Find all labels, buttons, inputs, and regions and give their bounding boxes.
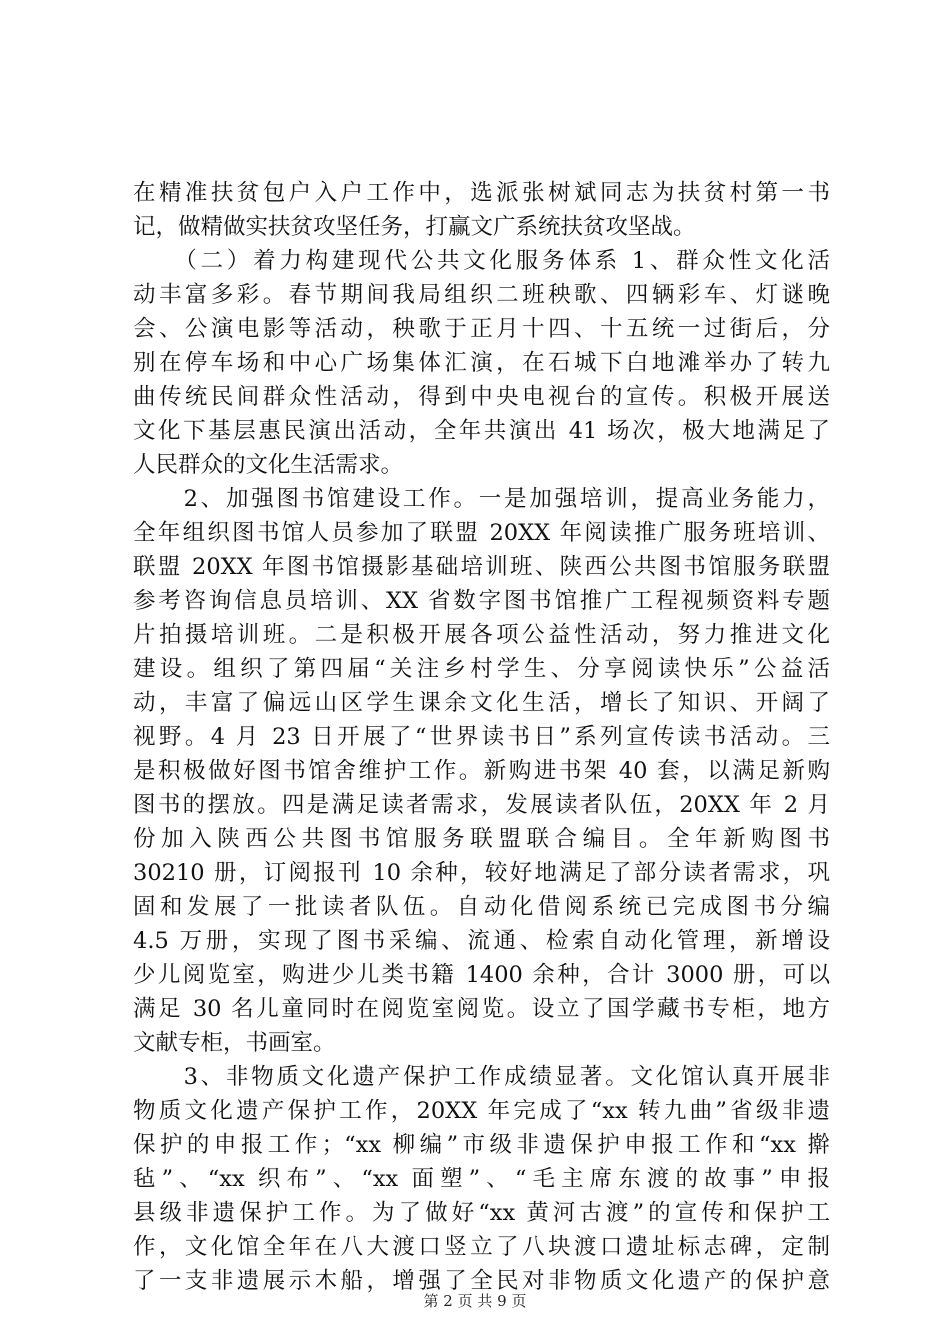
- text-line: 曲传统民间群众性活动，得到中央电视台的宣传。积极开展送: [133, 384, 830, 410]
- text-line: 县级非遗保护工作。为了做好“xx 黄河古渡”的宣传和保护工: [133, 1200, 830, 1226]
- text-line: 图书的摆放。四是满足读者需求，发展读者队伍，20XX 年 2 月: [133, 792, 830, 818]
- page-footer: 第 2 页 共 9 页: [423, 1292, 527, 1310]
- text-line: 片拍摄培训班。二是积极开展各项公益性活动，努力推进文化: [133, 622, 830, 648]
- text-line: 作，文化馆全年在八大渡口竖立了八块渡口遗址标志碑，定制: [133, 1234, 830, 1260]
- text-line: 是积极做好图书馆舍维护工作。新购进书架 40 套，以满足新购: [133, 758, 830, 784]
- text-line: 3、非物质文化遗产保护工作成绩显著。文化馆认真开展非: [133, 1064, 830, 1090]
- text-line: 了一支非遗展示木船，增强了全民对非物质文化遗产的保护意: [133, 1268, 830, 1294]
- text-line: 毡”、“xx 织布”、“xx 面塑”、“毛主席东渡的故事”申报: [133, 1166, 830, 1192]
- text-line: 固和发展了一批读者队伍。自动化借阅系统已完成图书分编: [133, 894, 830, 920]
- text-line: 别在停车场和中心广场集体汇演，在石城下白地滩举办了转九: [133, 350, 830, 376]
- text-line: 2、加强图书馆建设工作。一是加强培训，提高业务能力，: [133, 486, 830, 512]
- text-line: 份加入陕西公共图书馆服务联盟联合编目。全年新购图书: [133, 826, 830, 852]
- text-line: 少儿阅览室，购进少儿类书籍 1400 余种，合计 3000 册，可以: [133, 962, 830, 988]
- text-line: 满足 30 名儿童同时在阅览室阅览。设立了国学藏书专柜，地方: [133, 996, 830, 1022]
- text-line: 保护的申报工作；“xx 柳编”市级非遗保护申报工作和“xx 擀: [133, 1132, 830, 1158]
- text-line: 记，做精做实扶贫攻坚任务，打赢文广系统扶贫攻坚战。: [133, 214, 696, 240]
- text-line: 视野。4 月 23 日开展了“世界读书日”系列宣传读书活动。三: [133, 724, 830, 750]
- text-line: 文献专柜，书画室。: [133, 1030, 336, 1056]
- text-line: 联盟 20XX 年图书馆摄影基础培训班、陕西公共图书馆服务联盟: [133, 554, 830, 580]
- text-line: 全年组织图书馆人员参加了联盟 20XX 年阅读推广服务班培训、: [133, 520, 830, 546]
- text-line: 会、公演电影等活动，秧歌于正月十四、十五统一过街后，分: [133, 316, 830, 342]
- text-line: 参考咨询信息员培训、XX 省数字图书馆推广工程视频资料专题: [133, 588, 830, 614]
- text-line: 4.5 万册，实现了图书采编、流通、检索自动化管理，新增设: [133, 928, 830, 954]
- text-line: 文化下基层惠民演出活动，全年共演出 41 场次，极大地满足了: [133, 418, 830, 444]
- text-line: 30210 册，订阅报刊 10 余种，较好地满足了部分读者需求，巩: [133, 860, 830, 886]
- text-line: 人民群众的文化生活需求。: [133, 452, 404, 478]
- text-line: 建设。组织了第四届“关注乡村学生、分享阅读快乐”公益活: [133, 656, 830, 682]
- text-line: 物质文化遗产保护工作，20XX 年完成了“xx 转九曲”省级非遗: [133, 1098, 830, 1124]
- text-line: 在精准扶贫包户入户工作中，选派张树斌同志为扶贫村第一书: [133, 180, 830, 206]
- text-line: 动丰富多彩。春节期间我局组织二班秧歌、四辆彩车、灯谜晚: [133, 282, 830, 308]
- text-line: 动，丰富了偏远山区学生课余文化生活，增长了知识、开阔了: [133, 690, 830, 716]
- text-line: （二）着力构建现代公共文化服务体系 1、群众性文化活: [133, 248, 830, 274]
